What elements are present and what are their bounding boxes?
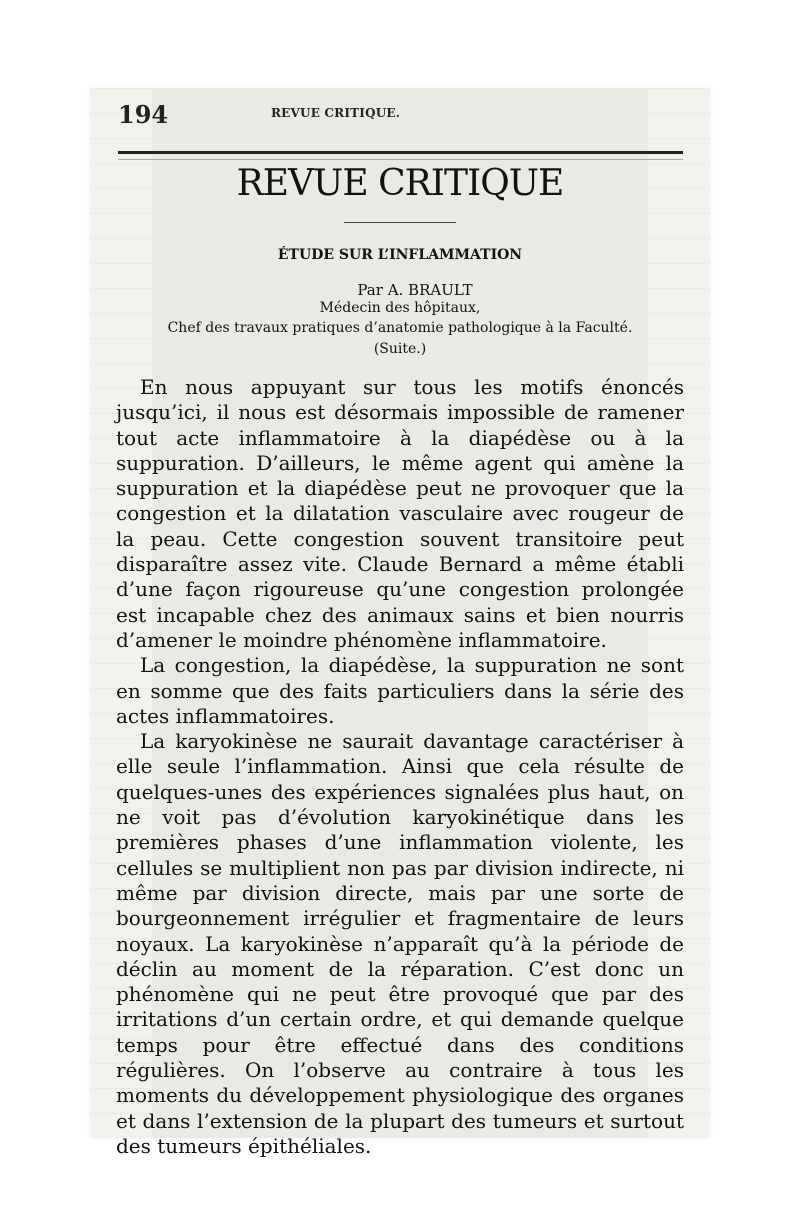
subrole-line: Chef des travaux pratiques d’anatomie pathologique à la Faculté. xyxy=(167,320,633,336)
title-rule xyxy=(344,222,456,223)
role-line: Médecin des hôpitaux, xyxy=(319,300,481,316)
paragraph: En nous appuyant sur tous les motifs énoncés jusqu’ici, il nous est désormais impossible de ramener tout acte inflammatoire à la diapédèse ou à la suppuration. D’ailleurs, le même agent qui amène la suppuration et la diapédèse peut ne provoquer que la congestion et la dilatation vasculaire avec rougeur de la peau. Cette congestion souvent transitoire peut disparaître assez vite. Claude Bernard a même établi d’une façon rigoureuse qu’une congestion prolongée est incapable chez des animaux sains et bien nourris d’amener le moindre phénomène inflammatoire. xyxy=(116,375,684,652)
paragraph: La congestion, la diapédèse, la suppuration ne sont en somme que des faits particuliers dans la série des actes inflammatoires. xyxy=(116,653,684,728)
continuation-line: (Suite.) xyxy=(373,341,427,357)
top-rule xyxy=(118,151,683,154)
running-title: REVUE CRITIQUE. xyxy=(271,106,401,120)
article-title: REVUE CRITIQUE xyxy=(236,163,564,204)
article-body xyxy=(116,375,684,1159)
section-heading: ÉTUDE SUR L’INFLAMMATION xyxy=(277,247,523,263)
paragraph: La karyokinèse ne saurait davantage caractériser à elle seule l’inflammation. Ainsi que cela résulte de quelques-unes des expériences signalées plus haut, on ne voit pas d’évolution karyokinétique dans les premières phases d’une inflammation violente, les cellules se multiplient non pas par division indirecte, ni même par division directe, mais par une sorte de bourgeonnement irrégulier et fragmentaire de leurs noyaux. La karyokinèse n’apparaît qu’à la période de déclin au moment de la réparation. C’est donc un phénomène qui ne peut être provoqué que par des irritations d’un certain ordre, et qui demande quelque temps pour être effectué dans des conditions régulières. On l’observe au contraire à tous les moments du développement physiologique des organes et dans l’extension de la plupart des tumeurs et surtout des tumeurs épithéliales. xyxy=(116,729,684,1158)
byline xyxy=(0,281,800,358)
running-head xyxy=(106,98,686,128)
page-number: 194 xyxy=(118,100,169,129)
author-line: Par A. BRAULT xyxy=(357,281,473,299)
